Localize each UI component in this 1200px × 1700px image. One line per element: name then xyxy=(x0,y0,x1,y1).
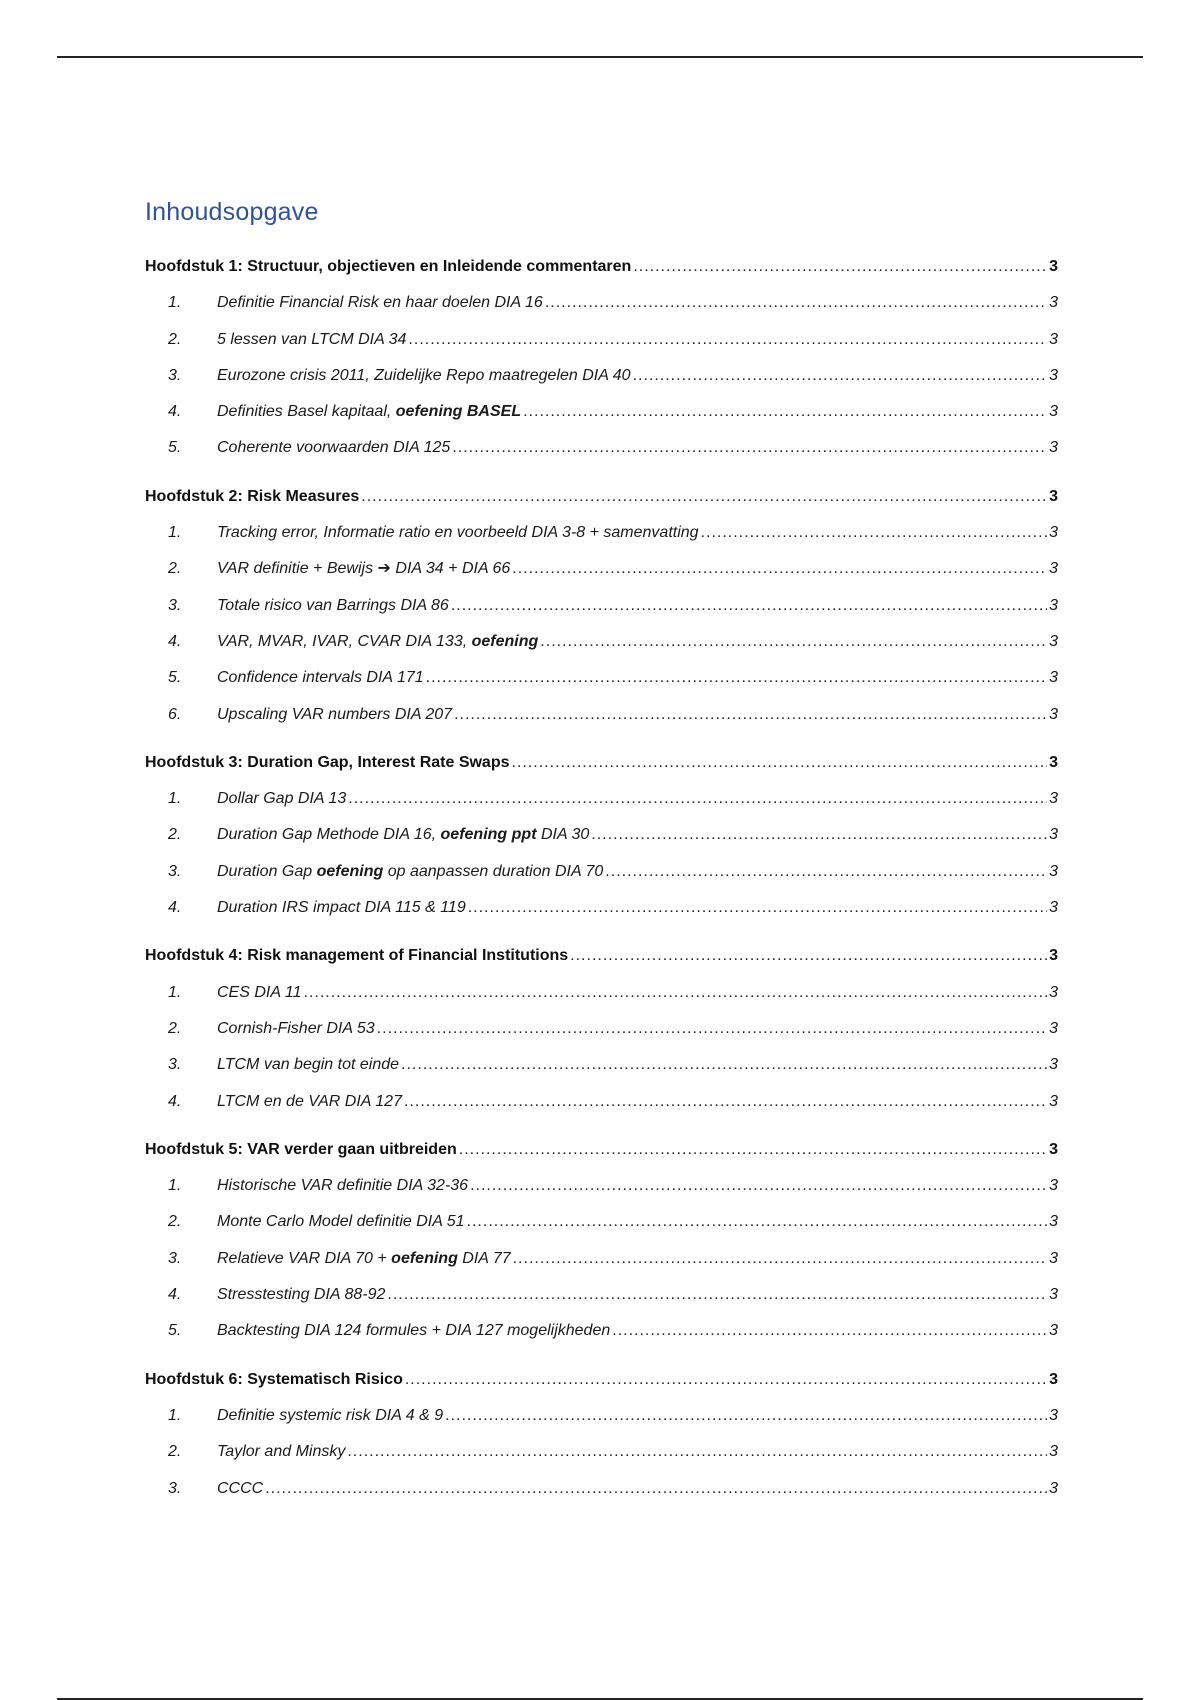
toc-chapter-title: Hoofdstuk 6: Systematisch Risico xyxy=(145,1370,403,1388)
toc-item-title xyxy=(217,1047,399,1083)
toc-item-title xyxy=(217,1471,263,1507)
toc-item-entry[interactable] xyxy=(145,1241,1058,1277)
toc-title: Inhoudsopgave xyxy=(145,198,319,226)
toc-item-entry[interactable] xyxy=(145,1011,1058,1047)
toc-item-text-part: Taylor and Minsky xyxy=(217,1443,346,1461)
toc-item-entry[interactable] xyxy=(145,1434,1058,1470)
toc-item-number: 4. xyxy=(168,1286,182,1304)
toc-page-number: 3 xyxy=(1049,899,1058,917)
toc-item-entry[interactable] xyxy=(145,854,1058,890)
toc-item-title xyxy=(217,1084,402,1120)
toc-item-title xyxy=(217,660,424,696)
toc-chapter-entry[interactable] xyxy=(145,479,1058,515)
toc-item-text-part: oefening xyxy=(391,1249,458,1267)
toc-chapter xyxy=(145,249,1058,467)
toc-page-number: 3 xyxy=(1049,1479,1058,1497)
toc-leader-dots xyxy=(265,1471,1047,1507)
toc-leader-dots xyxy=(451,588,1047,624)
toc-item-title xyxy=(217,551,510,587)
toc-item-entry[interactable] xyxy=(145,975,1058,1011)
toc-leader-dots xyxy=(633,358,1048,394)
toc-item-number: 2. xyxy=(168,1019,182,1037)
toc-item-entry[interactable] xyxy=(145,1168,1058,1204)
toc-item-text-part: ➔ xyxy=(377,560,391,578)
toc-leader-dots xyxy=(513,1241,1047,1277)
toc-leader-dots xyxy=(545,285,1047,321)
toc-page-number: 3 xyxy=(1049,1443,1058,1461)
toc-page-number: 3 xyxy=(1049,1406,1058,1424)
toc-item-text-part: Upscaling VAR numbers DIA 207 xyxy=(217,705,453,723)
toc-item-entry[interactable] xyxy=(145,1084,1058,1120)
toc-item-number: 4. xyxy=(168,899,182,917)
toc-item-title xyxy=(217,1168,468,1204)
toc-item-entry[interactable] xyxy=(145,430,1058,466)
toc-item-number: 3. xyxy=(168,366,182,384)
toc-leader-dots xyxy=(387,1277,1047,1313)
toc-item-number: 1. xyxy=(168,524,182,542)
toc-item-title xyxy=(217,1398,443,1434)
toc-page-number: 3 xyxy=(1049,790,1058,808)
toc-item-number: 5. xyxy=(168,669,182,687)
toc-chapter-entry[interactable] xyxy=(145,938,1058,974)
toc-page-number: 3 xyxy=(1049,439,1058,457)
toc-item-number: 3. xyxy=(168,1479,182,1497)
toc-item-title xyxy=(217,322,406,358)
header-rule xyxy=(57,56,1143,58)
toc-item-text-part: Tracking error, Informatie ratio en voorbeeld DIA 3-8 + samenvatting xyxy=(217,524,699,542)
toc-chapter xyxy=(145,938,1058,1119)
toc-item-title xyxy=(217,817,589,853)
toc-item-text-part: Monte Carlo Model definitie DIA 51 xyxy=(217,1213,465,1231)
toc-item-text-part: Cornish-Fisher DIA 53 xyxy=(217,1019,375,1037)
toc-item-number: 1. xyxy=(168,1177,182,1195)
toc-item-entry[interactable] xyxy=(145,358,1058,394)
toc-item-entry[interactable] xyxy=(145,588,1058,624)
toc-item-text-part: Duration IRS impact DIA 115 & 119 xyxy=(217,899,466,917)
toc-body xyxy=(145,249,1058,1507)
toc-item-title xyxy=(217,1277,385,1313)
toc-page-number: 3 xyxy=(1049,1286,1058,1304)
toc-page-number: 3 xyxy=(1049,560,1058,578)
toc-item-number: 3. xyxy=(168,596,182,614)
toc-leader-dots xyxy=(405,1362,1047,1398)
toc-leader-dots xyxy=(454,697,1047,733)
toc-item-title xyxy=(217,430,450,466)
toc-page-number: 3 xyxy=(1049,947,1058,965)
toc-item-text-part: Duration Gap Methode DIA 16, xyxy=(217,826,441,844)
toc-item-entry[interactable] xyxy=(145,660,1058,696)
toc-chapter-title: Hoofdstuk 1: Structuur, objectieven en Inleidende commentaren xyxy=(145,258,632,275)
toc-leader-dots xyxy=(467,1204,1048,1240)
toc-chapter-title: Hoofdstuk 2: Risk Measures xyxy=(145,487,360,505)
toc-item-title xyxy=(217,515,699,551)
toc-item-text-part: VAR, MVAR, IVAR, CVAR DIA 133, xyxy=(217,632,472,650)
toc-item-text-part: Historische VAR definitie DIA 32-36 xyxy=(217,1177,469,1195)
toc-leader-dots xyxy=(348,781,1047,817)
toc-chapter-entry[interactable] xyxy=(145,249,1058,285)
toc-page-number: 3 xyxy=(1049,1249,1058,1267)
toc-leader-dots xyxy=(570,938,1047,974)
toc-item-entry[interactable] xyxy=(145,697,1058,733)
toc-item-entry[interactable] xyxy=(145,285,1058,321)
toc-item-text-part: Coherente voorwaarden DIA 125 xyxy=(217,439,451,457)
toc-page-number: 3 xyxy=(1049,983,1058,1001)
toc-item-entry[interactable] xyxy=(145,394,1058,430)
toc-leader-dots xyxy=(377,1011,1047,1047)
toc-leader-dots xyxy=(470,1168,1047,1204)
toc-page-number: 3 xyxy=(1049,596,1058,614)
toc-item-title xyxy=(217,781,346,817)
toc-page-number: 3 xyxy=(1049,366,1058,384)
toc-item-entry[interactable] xyxy=(145,817,1058,853)
toc-page-number: 3 xyxy=(1049,1019,1058,1037)
toc-page-number: 3 xyxy=(1049,1177,1058,1195)
toc-item-text-part: Backtesting DIA 124 formules + DIA 127 mogelijkheden xyxy=(217,1322,611,1340)
toc-item-entry[interactable] xyxy=(145,1471,1058,1507)
toc-item-entry[interactable] xyxy=(145,1047,1058,1083)
toc-item-text-part: Totale risico van Barrings DIA 86 xyxy=(217,596,449,614)
toc-leader-dots xyxy=(540,624,1047,660)
toc-leader-dots xyxy=(347,1434,1047,1470)
toc-item-text-part: DIA 34 + DIA 66 xyxy=(390,560,511,578)
toc-item-text-part: VAR definitie + Bewijs xyxy=(217,560,378,578)
toc-leader-dots xyxy=(303,975,1047,1011)
toc-page-number: 3 xyxy=(1049,258,1058,275)
toc-item-number: 4. xyxy=(168,403,182,421)
toc-chapter xyxy=(145,1132,1058,1350)
toc-item-title xyxy=(217,1204,465,1240)
toc-item-title xyxy=(217,975,301,1011)
toc-item-entry[interactable] xyxy=(145,322,1058,358)
toc-page-number: 3 xyxy=(1049,669,1058,687)
toc-page-number: 3 xyxy=(1049,1140,1058,1158)
toc-page-number: 3 xyxy=(1049,826,1058,844)
toc-item-title xyxy=(217,854,603,890)
toc-item-entry[interactable] xyxy=(145,1398,1058,1434)
toc-item-number: 1. xyxy=(168,790,182,808)
toc-item-number: 6. xyxy=(168,705,182,723)
toc-item-title xyxy=(217,358,631,394)
toc-leader-dots xyxy=(408,322,1047,358)
toc-item-text-part: Definitie systemic risk DIA 4 & 9 xyxy=(217,1406,444,1424)
toc-item-title xyxy=(217,394,521,430)
toc-item-text-part: Definities Basel kapitaal, xyxy=(217,403,396,421)
toc-item-number: 2. xyxy=(168,330,182,348)
toc-item-entry[interactable] xyxy=(145,1204,1058,1240)
toc-leader-dots xyxy=(523,394,1047,430)
toc-item-text-part: DIA 30 xyxy=(536,826,590,844)
toc-item-text-part: Confidence intervals DIA 171 xyxy=(217,669,424,687)
toc-chapter-entry[interactable] xyxy=(145,1132,1058,1168)
toc-item-text-part: Duration Gap xyxy=(217,862,317,880)
toc-item-title xyxy=(217,1434,345,1470)
toc-item-text-part: Stresstesting DIA 88-92 xyxy=(217,1286,386,1304)
toc-item-number: 2. xyxy=(168,560,182,578)
toc-leader-dots xyxy=(591,817,1047,853)
toc-item-number: 4. xyxy=(168,632,182,650)
toc-item-entry[interactable] xyxy=(145,551,1058,587)
toc-chapter xyxy=(145,745,1058,926)
toc-leader-dots xyxy=(445,1398,1047,1434)
toc-leader-dots xyxy=(468,890,1047,926)
toc-item-text-part: oefening xyxy=(316,862,384,880)
toc-page-number: 3 xyxy=(1049,403,1058,421)
toc-item-text-part: CCCC xyxy=(217,1479,264,1497)
toc-item-title xyxy=(217,624,538,660)
toc-item-title xyxy=(217,697,452,733)
toc-chapter xyxy=(145,1362,1058,1507)
toc-item-text-part: Eurozone crisis 2011, Zuidelijke Repo maatregelen DIA 40 xyxy=(217,366,631,384)
toc-item-text-part: 5 lessen van LTCM DIA 34 xyxy=(217,330,407,348)
toc-item-text-part: oefening ppt xyxy=(440,826,537,844)
toc-leader-dots xyxy=(404,1084,1047,1120)
toc-item-entry[interactable] xyxy=(145,781,1058,817)
toc-page-number: 3 xyxy=(1049,1322,1058,1340)
toc-page-number: 3 xyxy=(1049,1213,1058,1231)
toc-item-title xyxy=(217,1241,511,1277)
toc-chapter-entry[interactable] xyxy=(145,745,1058,781)
toc-leader-dots xyxy=(426,660,1047,696)
toc-item-text-part: oefening xyxy=(471,632,539,650)
toc-item-text-part: LTCM van begin tot einde xyxy=(217,1056,400,1074)
toc-item-text-part: DIA 77 xyxy=(457,1249,511,1267)
toc-page-number: 3 xyxy=(1049,1370,1058,1388)
toc-item-entry[interactable] xyxy=(145,1277,1058,1313)
toc-item-text-part: Definitie Financial Risk en haar doelen DIA 16 xyxy=(217,294,543,312)
toc-page-number: 3 xyxy=(1049,487,1058,505)
toc-chapter-title: Hoofdstuk 5: VAR verder gaan uitbreiden xyxy=(145,1140,457,1158)
toc-item-title xyxy=(217,588,449,624)
toc-leader-dots xyxy=(612,1313,1047,1349)
toc-page-number: 3 xyxy=(1049,330,1058,348)
toc-page-number: 3 xyxy=(1049,524,1058,542)
table-of-contents xyxy=(145,195,1058,1507)
toc-page-number: 3 xyxy=(1049,753,1058,771)
toc-chapter-title: Hoofdstuk 3: Duration Gap, Interest Rate Swaps xyxy=(145,753,510,771)
toc-item-number: 2. xyxy=(168,826,182,844)
toc-chapter-entry[interactable] xyxy=(145,1362,1058,1398)
toc-item-number: 3. xyxy=(168,1056,182,1074)
toc-item-text-part: Dollar Gap DIA 13 xyxy=(217,790,347,808)
toc-item-text-part: op aanpassen duration DIA 70 xyxy=(383,862,604,880)
toc-leader-dots xyxy=(512,745,1048,781)
toc-leader-dots xyxy=(512,551,1047,587)
toc-item-text-part: oefening BASEL xyxy=(395,403,522,421)
toc-item-number: 1. xyxy=(168,294,182,312)
toc-item-text-part: LTCM en de VAR DIA 127 xyxy=(217,1092,402,1110)
toc-page-number: 3 xyxy=(1049,862,1058,880)
toc-item-number: 2. xyxy=(168,1443,182,1461)
toc-item-entry[interactable] xyxy=(145,1313,1058,1349)
toc-item-title xyxy=(217,285,543,321)
toc-item-title xyxy=(217,1011,375,1047)
toc-item-number: 5. xyxy=(168,439,182,457)
toc-page-number: 3 xyxy=(1049,705,1058,723)
toc-leader-dots xyxy=(459,1132,1047,1168)
toc-item-number: 2. xyxy=(168,1213,182,1231)
toc-page-number: 3 xyxy=(1049,1056,1058,1074)
toc-item-number: 1. xyxy=(168,983,182,1001)
toc-item-number: 5. xyxy=(168,1322,182,1340)
toc-leader-dots xyxy=(361,479,1047,515)
toc-item-number: 3. xyxy=(168,1249,182,1267)
toc-item-entry[interactable] xyxy=(145,890,1058,926)
toc-item-title xyxy=(217,890,466,926)
toc-item-number: 4. xyxy=(168,1092,182,1110)
toc-leader-dots xyxy=(701,515,1048,551)
toc-chapter xyxy=(145,479,1058,733)
toc-item-text-part: Relatieve VAR DIA 70 + xyxy=(217,1249,392,1267)
toc-item-title xyxy=(217,1313,610,1349)
toc-leader-dots xyxy=(401,1047,1047,1083)
toc-item-number: 1. xyxy=(168,1406,182,1424)
toc-leader-dots xyxy=(633,249,1047,285)
toc-page-number: 3 xyxy=(1049,294,1058,312)
toc-item-entry[interactable] xyxy=(145,515,1058,551)
toc-item-entry[interactable] xyxy=(145,624,1058,660)
toc-page-number: 3 xyxy=(1049,1092,1058,1110)
toc-item-number: 3. xyxy=(168,862,182,880)
toc-page-number: 3 xyxy=(1049,632,1058,650)
toc-leader-dots xyxy=(605,854,1047,890)
toc-leader-dots xyxy=(452,430,1047,466)
toc-chapter-title: Hoofdstuk 4: Risk management of Financial Institutions xyxy=(145,947,569,965)
toc-item-text-part: CES DIA 11 xyxy=(217,983,302,1001)
